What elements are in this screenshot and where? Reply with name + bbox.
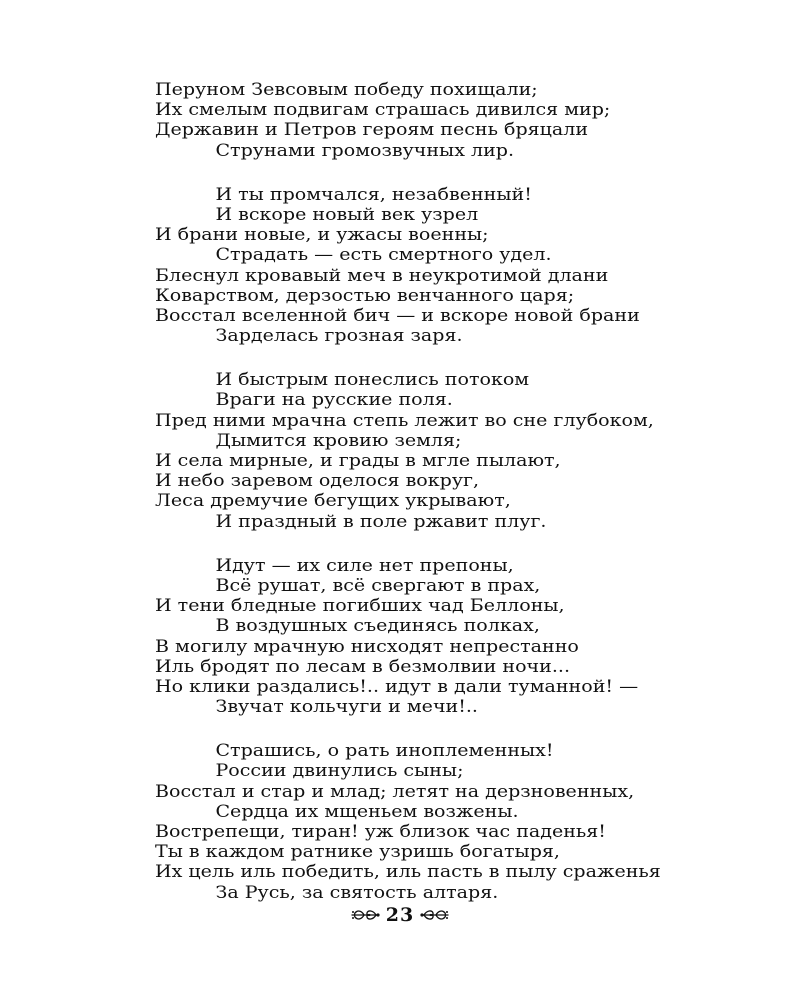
poem-line: Струнами громозвучных лир.	[215, 140, 515, 161]
poem-line: Их цель иль победить, иль пасть в пылу сраженья	[155, 862, 661, 883]
stanza	[155, 370, 782, 532]
stanza	[155, 556, 782, 718]
stanza	[155, 185, 782, 347]
poem-line: Страшись, о рать иноплеменных!	[215, 741, 554, 762]
poem-line: И ты промчался, незабвенный!	[215, 184, 532, 205]
poem-line: Пред ними мрачна степь лежит во сне глубоком,	[155, 410, 654, 431]
poem-line: И небо заревом оделося вокруг,	[155, 471, 480, 492]
poem-line: В воздушных съединясь полках,	[215, 616, 540, 637]
stanza	[155, 741, 782, 903]
poem-line: И вскоре новый век узрел	[215, 204, 479, 225]
poem-line: России двинулись сыны;	[215, 761, 464, 782]
poem-line: Иль бродят по лесам в безмолвии ночи...	[155, 656, 570, 677]
poem-line: И тени бледные погибших чад Беллоны,	[155, 596, 565, 617]
page-number: 23	[385, 904, 415, 926]
stanza	[155, 80, 782, 161]
poem-line: И быстрым понеслись потоком	[215, 370, 530, 391]
poem-line: Перуном Зевсовым победу похищали;	[155, 80, 538, 100]
poem-line: Коварством, дерзостью венчанного царя;	[155, 285, 575, 306]
poem-line: Сердца их мщеньем возжены.	[215, 801, 519, 822]
poem-line: Звучат кольчуги и мечи!..	[215, 697, 478, 718]
poem-line: Вострепещи, тиран! уж близок час паденья!	[155, 822, 606, 842]
poem-line: Идут — их силе нет препоны,	[215, 555, 514, 576]
poem-line: В могилу мрачную нисходят непрестанно	[155, 636, 579, 657]
poem-line: Страдать — есть смертного удел.	[215, 245, 552, 266]
poem-line: Но клики раздались!.. идут в дали туманной! —	[155, 676, 639, 697]
floral-ornament-icon	[350, 907, 380, 923]
poem-text	[155, 80, 782, 927]
poem-line: Враги на русские поля.	[215, 390, 453, 411]
page-footer	[0, 900, 800, 930]
poem-line: Дымится кровию земля;	[215, 430, 462, 451]
poem-line: Зарделась грозная заря.	[215, 326, 463, 347]
poem-line: И праздный в поле ржавит плуг.	[215, 511, 547, 532]
poem-line: Леса дремучие бегущих укрывают,	[155, 491, 511, 512]
poem-line: Державин и Петров героям песнь бряцали	[155, 120, 589, 141]
poem-line: Восстал и стар и млад; летят на дерзновенных,	[155, 781, 635, 802]
poem-line: И села мирные, и грады в мгле пылают,	[155, 451, 561, 471]
poem-line: Их смелым подвигам страшась дивился мир;	[155, 100, 611, 121]
floral-ornament-icon	[420, 907, 450, 923]
poem-line: И брани новые, и ужасы военны;	[155, 225, 489, 246]
poem-line: За Русь, за святость алтаря.	[215, 882, 499, 903]
poem-line: Ты в каждом ратнике узришь богатыря,	[155, 842, 560, 863]
poem-line: Блеснул кровавый меч в неукротимой длани	[155, 265, 609, 286]
poem-line: Всё рушат, всё свергают в прах,	[215, 575, 541, 596]
poem-line: Восстал вселенной бич — и вскоре новой брани	[155, 305, 640, 326]
